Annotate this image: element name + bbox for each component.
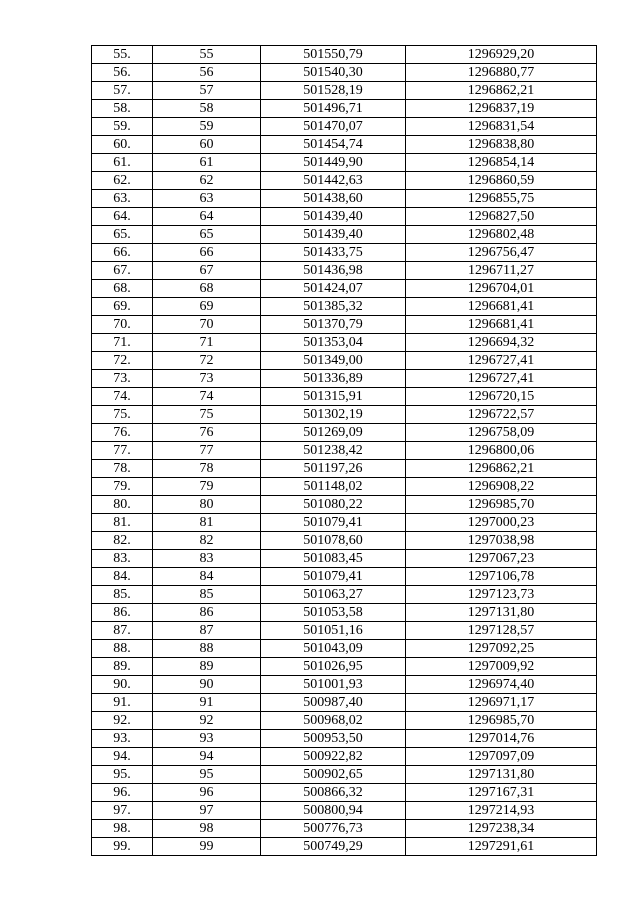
point-number-cell: 89 (153, 658, 261, 676)
row-number-cell: 88. (92, 640, 153, 658)
row-number-cell: 93. (92, 730, 153, 748)
y-coordinate-cell: 1296985,70 (406, 496, 597, 514)
point-number-cell: 82 (153, 532, 261, 550)
row-number-cell: 78. (92, 460, 153, 478)
point-number-cell: 94 (153, 748, 261, 766)
table-row (92, 172, 597, 190)
point-number-cell: 88 (153, 640, 261, 658)
point-number-cell: 60 (153, 136, 261, 154)
row-number-cell: 63. (92, 190, 153, 208)
point-number-cell: 67 (153, 262, 261, 280)
y-coordinate-cell: 1296722,57 (406, 406, 597, 424)
y-coordinate-cell: 1296694,32 (406, 334, 597, 352)
row-number-cell: 91. (92, 694, 153, 712)
point-number-cell: 62 (153, 172, 261, 190)
x-coordinate-cell: 500749,29 (261, 838, 406, 856)
point-number-cell: 96 (153, 784, 261, 802)
point-number-cell: 85 (153, 586, 261, 604)
table-row (92, 298, 597, 316)
table-row (92, 586, 597, 604)
table-row (92, 370, 597, 388)
row-number-cell: 69. (92, 298, 153, 316)
x-coordinate-cell: 501079,41 (261, 568, 406, 586)
table-row (92, 442, 597, 460)
table-row (92, 226, 597, 244)
x-coordinate-cell: 501496,71 (261, 100, 406, 118)
x-coordinate-cell: 501336,89 (261, 370, 406, 388)
row-number-cell: 89. (92, 658, 153, 676)
row-number-cell: 66. (92, 244, 153, 262)
y-coordinate-cell: 1296681,41 (406, 298, 597, 316)
table-row (92, 838, 597, 856)
table-row (92, 550, 597, 568)
row-number-cell: 60. (92, 136, 153, 154)
table-row (92, 784, 597, 802)
row-number-cell: 84. (92, 568, 153, 586)
point-number-cell: 73 (153, 370, 261, 388)
row-number-cell: 79. (92, 478, 153, 496)
y-coordinate-cell: 1296802,48 (406, 226, 597, 244)
row-number-cell: 72. (92, 352, 153, 370)
point-number-cell: 74 (153, 388, 261, 406)
table-row (92, 532, 597, 550)
y-coordinate-cell: 1296827,50 (406, 208, 597, 226)
table-row (92, 766, 597, 784)
row-number-cell: 98. (92, 820, 153, 838)
point-number-cell: 98 (153, 820, 261, 838)
y-coordinate-cell: 1297131,80 (406, 604, 597, 622)
table-row (92, 316, 597, 334)
x-coordinate-cell: 501302,19 (261, 406, 406, 424)
table-row (92, 640, 597, 658)
y-coordinate-cell: 1296758,09 (406, 424, 597, 442)
x-coordinate-cell: 501063,27 (261, 586, 406, 604)
y-coordinate-cell: 1297123,73 (406, 586, 597, 604)
point-number-cell: 83 (153, 550, 261, 568)
row-number-cell: 87. (92, 622, 153, 640)
point-number-cell: 86 (153, 604, 261, 622)
x-coordinate-cell: 501370,79 (261, 316, 406, 334)
point-number-cell: 72 (153, 352, 261, 370)
x-coordinate-cell: 501442,63 (261, 172, 406, 190)
point-number-cell: 55 (153, 46, 261, 64)
x-coordinate-cell: 501449,90 (261, 154, 406, 172)
table-row (92, 622, 597, 640)
x-coordinate-cell: 501528,19 (261, 82, 406, 100)
x-coordinate-cell: 501550,79 (261, 46, 406, 64)
point-number-cell: 77 (153, 442, 261, 460)
row-number-cell: 68. (92, 280, 153, 298)
x-coordinate-cell: 501148,02 (261, 478, 406, 496)
row-number-cell: 55. (92, 46, 153, 64)
point-number-cell: 57 (153, 82, 261, 100)
row-number-cell: 81. (92, 514, 153, 532)
table-row (92, 100, 597, 118)
row-number-cell: 70. (92, 316, 153, 334)
x-coordinate-cell: 500968,02 (261, 712, 406, 730)
table-row (92, 712, 597, 730)
row-number-cell: 71. (92, 334, 153, 352)
y-coordinate-cell: 1296756,47 (406, 244, 597, 262)
table-row (92, 388, 597, 406)
x-coordinate-cell: 501043,09 (261, 640, 406, 658)
y-coordinate-cell: 1296681,41 (406, 316, 597, 334)
y-coordinate-cell: 1296974,40 (406, 676, 597, 694)
point-number-cell: 70 (153, 316, 261, 334)
point-number-cell: 95 (153, 766, 261, 784)
table-row (92, 136, 597, 154)
row-number-cell: 77. (92, 442, 153, 460)
table-row (92, 604, 597, 622)
x-coordinate-cell: 500866,32 (261, 784, 406, 802)
row-number-cell: 94. (92, 748, 153, 766)
y-coordinate-cell: 1297106,78 (406, 568, 597, 586)
row-number-cell: 57. (92, 82, 153, 100)
table-row (92, 334, 597, 352)
table-row (92, 478, 597, 496)
table-row (92, 190, 597, 208)
y-coordinate-cell: 1296831,54 (406, 118, 597, 136)
x-coordinate-cell: 501439,40 (261, 208, 406, 226)
point-number-cell: 99 (153, 838, 261, 856)
x-coordinate-cell: 501439,40 (261, 226, 406, 244)
table-row (92, 568, 597, 586)
x-coordinate-cell: 501470,07 (261, 118, 406, 136)
point-number-cell: 75 (153, 406, 261, 424)
x-coordinate-cell: 500776,73 (261, 820, 406, 838)
y-coordinate-cell: 1297214,93 (406, 802, 597, 820)
table-row (92, 154, 597, 172)
y-coordinate-cell: 1296971,17 (406, 694, 597, 712)
point-number-cell: 92 (153, 712, 261, 730)
point-number-cell: 78 (153, 460, 261, 478)
table-row (92, 46, 597, 64)
point-number-cell: 68 (153, 280, 261, 298)
y-coordinate-cell: 1296862,21 (406, 460, 597, 478)
x-coordinate-cell: 501026,95 (261, 658, 406, 676)
y-coordinate-cell: 1296854,14 (406, 154, 597, 172)
y-coordinate-cell: 1296862,21 (406, 82, 597, 100)
row-number-cell: 92. (92, 712, 153, 730)
table-row (92, 82, 597, 100)
point-number-cell: 66 (153, 244, 261, 262)
x-coordinate-cell: 501083,45 (261, 550, 406, 568)
row-number-cell: 96. (92, 784, 153, 802)
point-number-cell: 76 (153, 424, 261, 442)
row-number-cell: 65. (92, 226, 153, 244)
table-row (92, 496, 597, 514)
table-row (92, 730, 597, 748)
coordinates-table (91, 45, 597, 856)
row-number-cell: 99. (92, 838, 153, 856)
point-number-cell: 59 (153, 118, 261, 136)
y-coordinate-cell: 1296711,27 (406, 262, 597, 280)
table-row (92, 802, 597, 820)
table-row (92, 64, 597, 82)
point-number-cell: 90 (153, 676, 261, 694)
point-number-cell: 79 (153, 478, 261, 496)
x-coordinate-cell: 501436,98 (261, 262, 406, 280)
table-row (92, 118, 597, 136)
row-number-cell: 80. (92, 496, 153, 514)
y-coordinate-cell: 1296704,01 (406, 280, 597, 298)
point-number-cell: 65 (153, 226, 261, 244)
x-coordinate-cell: 501349,00 (261, 352, 406, 370)
coordinates-table-body (92, 46, 597, 856)
row-number-cell: 67. (92, 262, 153, 280)
y-coordinate-cell: 1296727,41 (406, 352, 597, 370)
y-coordinate-cell: 1296838,80 (406, 136, 597, 154)
x-coordinate-cell: 501433,75 (261, 244, 406, 262)
x-coordinate-cell: 501080,22 (261, 496, 406, 514)
x-coordinate-cell: 500987,40 (261, 694, 406, 712)
row-number-cell: 73. (92, 370, 153, 388)
row-number-cell: 76. (92, 424, 153, 442)
table-row (92, 280, 597, 298)
y-coordinate-cell: 1297131,80 (406, 766, 597, 784)
row-number-cell: 58. (92, 100, 153, 118)
x-coordinate-cell: 501385,32 (261, 298, 406, 316)
x-coordinate-cell: 501197,26 (261, 460, 406, 478)
point-number-cell: 93 (153, 730, 261, 748)
y-coordinate-cell: 1297291,61 (406, 838, 597, 856)
point-number-cell: 91 (153, 694, 261, 712)
y-coordinate-cell: 1296985,70 (406, 712, 597, 730)
row-number-cell: 97. (92, 802, 153, 820)
y-coordinate-cell: 1297000,23 (406, 514, 597, 532)
table-row (92, 820, 597, 838)
x-coordinate-cell: 501353,04 (261, 334, 406, 352)
table-row (92, 262, 597, 280)
table-row (92, 460, 597, 478)
x-coordinate-cell: 501540,30 (261, 64, 406, 82)
point-number-cell: 97 (153, 802, 261, 820)
x-coordinate-cell: 501079,41 (261, 514, 406, 532)
point-number-cell: 80 (153, 496, 261, 514)
table-row (92, 658, 597, 676)
x-coordinate-cell: 501424,07 (261, 280, 406, 298)
y-coordinate-cell: 1297014,76 (406, 730, 597, 748)
row-number-cell: 95. (92, 766, 153, 784)
y-coordinate-cell: 1297167,31 (406, 784, 597, 802)
point-number-cell: 61 (153, 154, 261, 172)
y-coordinate-cell: 1296908,22 (406, 478, 597, 496)
table-row (92, 424, 597, 442)
point-number-cell: 69 (153, 298, 261, 316)
y-coordinate-cell: 1297038,98 (406, 532, 597, 550)
row-number-cell: 86. (92, 604, 153, 622)
x-coordinate-cell: 500953,50 (261, 730, 406, 748)
table-row (92, 514, 597, 532)
x-coordinate-cell: 501001,93 (261, 676, 406, 694)
y-coordinate-cell: 1296880,77 (406, 64, 597, 82)
x-coordinate-cell: 500800,94 (261, 802, 406, 820)
point-number-cell: 84 (153, 568, 261, 586)
point-number-cell: 63 (153, 190, 261, 208)
table-row (92, 352, 597, 370)
row-number-cell: 56. (92, 64, 153, 82)
y-coordinate-cell: 1296720,15 (406, 388, 597, 406)
row-number-cell: 90. (92, 676, 153, 694)
x-coordinate-cell: 501438,60 (261, 190, 406, 208)
y-coordinate-cell: 1297009,92 (406, 658, 597, 676)
point-number-cell: 64 (153, 208, 261, 226)
point-number-cell: 81 (153, 514, 261, 532)
row-number-cell: 61. (92, 154, 153, 172)
table-row (92, 208, 597, 226)
row-number-cell: 59. (92, 118, 153, 136)
y-coordinate-cell: 1296929,20 (406, 46, 597, 64)
x-coordinate-cell: 501454,74 (261, 136, 406, 154)
row-number-cell: 62. (92, 172, 153, 190)
table-row (92, 244, 597, 262)
row-number-cell: 75. (92, 406, 153, 424)
point-number-cell: 71 (153, 334, 261, 352)
row-number-cell: 74. (92, 388, 153, 406)
x-coordinate-cell: 501269,09 (261, 424, 406, 442)
table-row (92, 676, 597, 694)
y-coordinate-cell: 1296855,75 (406, 190, 597, 208)
y-coordinate-cell: 1297092,25 (406, 640, 597, 658)
x-coordinate-cell: 501078,60 (261, 532, 406, 550)
y-coordinate-cell: 1297238,34 (406, 820, 597, 838)
x-coordinate-cell: 500922,82 (261, 748, 406, 766)
point-number-cell: 87 (153, 622, 261, 640)
y-coordinate-cell: 1296860,59 (406, 172, 597, 190)
y-coordinate-cell: 1296800,06 (406, 442, 597, 460)
y-coordinate-cell: 1296837,19 (406, 100, 597, 118)
row-number-cell: 64. (92, 208, 153, 226)
y-coordinate-cell: 1297067,23 (406, 550, 597, 568)
y-coordinate-cell: 1297097,09 (406, 748, 597, 766)
x-coordinate-cell: 501051,16 (261, 622, 406, 640)
x-coordinate-cell: 501053,58 (261, 604, 406, 622)
row-number-cell: 83. (92, 550, 153, 568)
row-number-cell: 85. (92, 586, 153, 604)
x-coordinate-cell: 501238,42 (261, 442, 406, 460)
x-coordinate-cell: 500902,65 (261, 766, 406, 784)
y-coordinate-cell: 1297128,57 (406, 622, 597, 640)
table-row (92, 694, 597, 712)
y-coordinate-cell: 1296727,41 (406, 370, 597, 388)
row-number-cell: 82. (92, 532, 153, 550)
point-number-cell: 58 (153, 100, 261, 118)
point-number-cell: 56 (153, 64, 261, 82)
table-row (92, 406, 597, 424)
x-coordinate-cell: 501315,91 (261, 388, 406, 406)
table-row (92, 748, 597, 766)
